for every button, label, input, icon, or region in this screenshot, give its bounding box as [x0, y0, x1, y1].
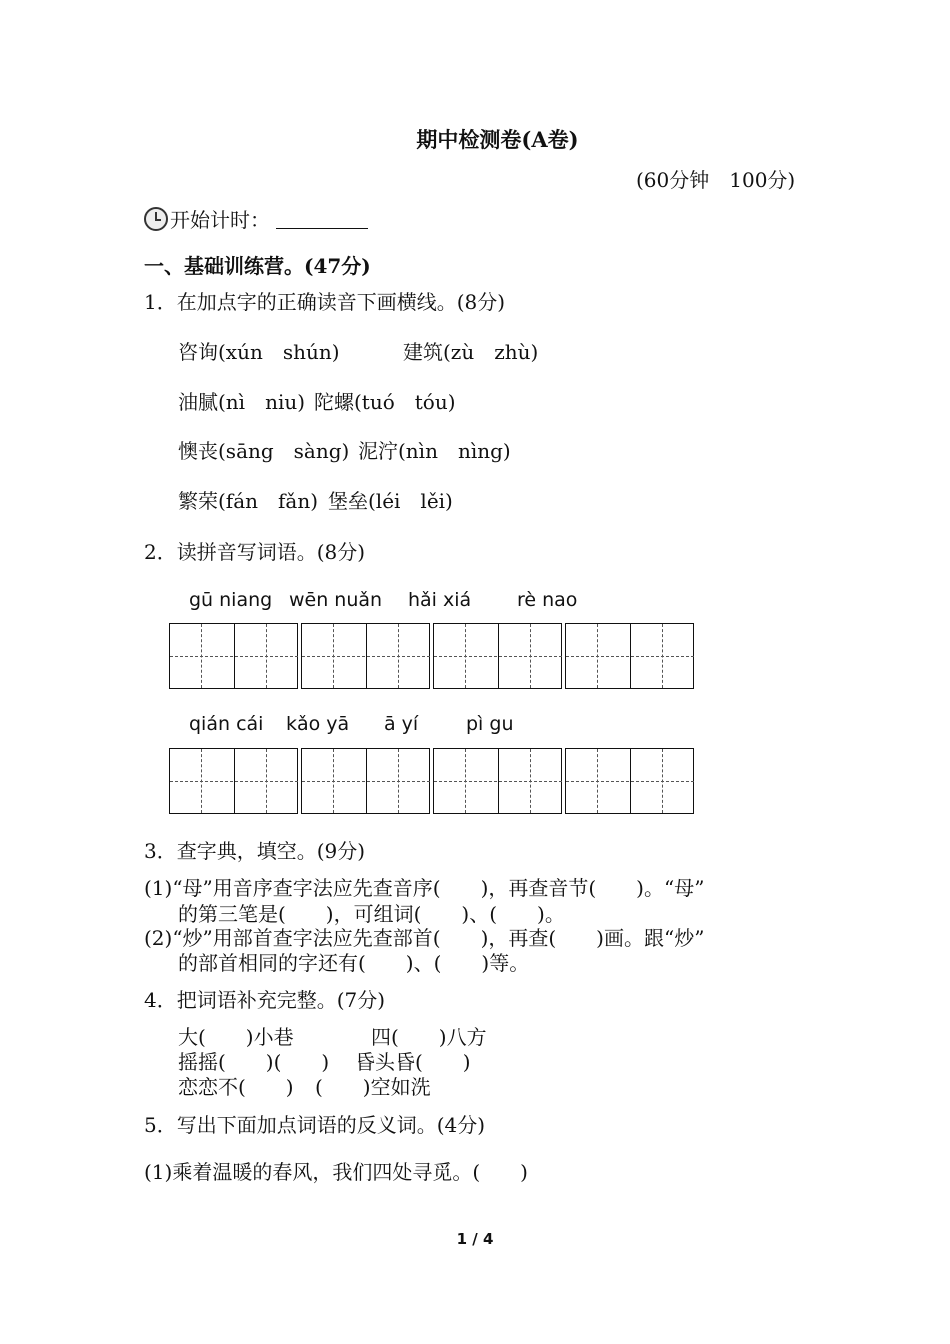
q1-item: 陀螺(tuó tóu) — [314, 390, 456, 414]
writing-box[interactable] — [433, 623, 562, 689]
pinyin-label: pì gu — [466, 713, 514, 735]
q4-item: 昏头昏( ) — [355, 1050, 471, 1074]
question-3-prompt: 3．查字典，填空。(9分) — [144, 839, 366, 863]
writing-box-row-2 — [169, 748, 699, 814]
timer-blank[interactable] — [276, 208, 368, 229]
clock-icon — [144, 207, 168, 231]
exam-duration: (60分钟 100分) — [636, 168, 796, 192]
writing-box[interactable] — [169, 623, 298, 689]
q4-item: 大( )小巷 — [178, 1025, 294, 1049]
q3-item-2-line-2: 的部首相同的字还有( )、( )等。 — [178, 951, 530, 975]
writing-box[interactable] — [565, 623, 694, 689]
q1-item: 懊丧(sāng sàng) — [178, 439, 350, 463]
page-number: 1 / 4 — [456, 1230, 494, 1248]
q1-item: 繁荣(fán fǎn) — [178, 489, 319, 513]
question-2-prompt: 2．读拼音写词语。(8分) — [144, 540, 366, 564]
writing-box-row-1 — [169, 623, 699, 689]
q1-item: 油腻(nì niu) — [178, 390, 306, 414]
pinyin-label: rè nao — [517, 589, 578, 611]
writing-box[interactable] — [169, 748, 298, 814]
q4-item: 摇摇( )( ) — [178, 1050, 330, 1074]
writing-box[interactable] — [433, 748, 562, 814]
pinyin-label: ā yí — [384, 713, 419, 735]
q4-item: 恋恋不( ) — [178, 1075, 294, 1099]
section-heading: 一、基础训练营。(47分) — [144, 254, 371, 278]
pinyin-label: kǎo yā — [286, 713, 350, 735]
question-4-prompt: 4．把词语补充完整。(7分) — [144, 988, 386, 1012]
pinyin-label: gū niang — [189, 589, 273, 611]
q5-item-1: (1)乘着温暖的春风，我们四处寻觅。( ) — [144, 1160, 528, 1184]
q3-item-1-line-1: (1)“母”用音序查字法应先查音序( )，再查音节( )。“母” — [144, 876, 705, 900]
q1-item: 建筑(zù zhù) — [403, 340, 539, 364]
question-1-prompt: 1．在加点字的正确读音下画横线。(8分) — [144, 290, 506, 314]
writing-box[interactable] — [565, 748, 694, 814]
q1-item: 泥泞(nìn nìng) — [358, 439, 511, 463]
question-5-prompt: 5．写出下面加点词语的反义词。(4分) — [144, 1113, 486, 1137]
q3-item-1-line-2: 的第三笔是( )，可组词( )、( )。 — [178, 902, 565, 926]
q4-item: ( )空如洗 — [315, 1075, 431, 1099]
writing-box[interactable] — [301, 623, 430, 689]
pinyin-label: hǎi xiá — [408, 589, 472, 611]
timer-line — [144, 204, 368, 233]
pinyin-label: wēn nuǎn — [289, 589, 383, 611]
q1-item: 咨询(xún shún) — [178, 340, 340, 364]
q4-item: 四( )八方 — [371, 1025, 487, 1049]
pinyin-label: qián cái — [189, 713, 264, 735]
q3-item-2-line-1: (2)“炒”用部首查字法应先查部首( )，再查( )画。跟“炒” — [144, 926, 705, 950]
timer-label: 开始计时： — [170, 208, 270, 232]
writing-box[interactable] — [301, 748, 430, 814]
page-title: 期中检测卷(A卷) — [416, 127, 579, 152]
q1-item: 堡垒(léi lěi) — [328, 489, 453, 513]
